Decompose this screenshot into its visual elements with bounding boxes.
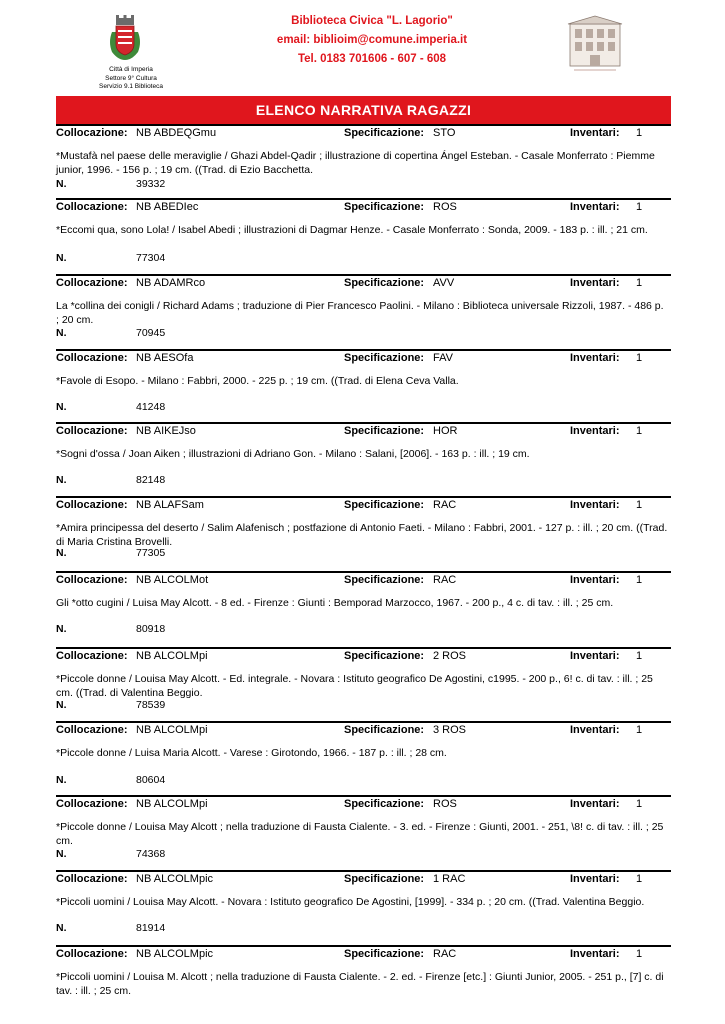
city-info (90, 66, 172, 92)
n-label: N. (56, 699, 67, 711)
specificazione-label: Specificazione: (344, 873, 425, 885)
record-header (56, 126, 671, 140)
specificazione-label: Specificazione: (344, 425, 425, 437)
inventari-label: Inventari: (570, 873, 620, 885)
specificazione-label: Specificazione: (344, 798, 425, 810)
n-value: 78539 (136, 699, 166, 711)
collocazione-value: NB ALCOLMpi (136, 650, 208, 662)
catalog-record (56, 795, 671, 871)
service-name: Servizio 9.1 Biblioteca (99, 83, 163, 91)
specificazione-value: HOR (433, 425, 458, 437)
collocazione-label: Collocazione: (56, 798, 128, 810)
specificazione-label: Specificazione: (344, 352, 425, 364)
collocazione-value: NB ALCOLMot (136, 574, 209, 586)
collocazione-label: Collocazione: (56, 499, 128, 511)
n-label: N. (56, 623, 67, 635)
collocazione-value: NB AIKEJso (136, 425, 196, 437)
record-description: *Piccole donne / Luisa Maria Alcott. - Varese : Girotondo, 1966. - 187 p. : ill. ; 28 cm. (56, 747, 447, 759)
page-header (0, 0, 725, 96)
inventari-value: 1 (636, 499, 643, 511)
collocazione-value: NB ALAFSam (136, 499, 204, 511)
sector-name: Settore 9° Cultura (105, 74, 157, 82)
n-value: 39332 (136, 178, 166, 190)
list-title-banner: ELENCO NARRATIVA RAGAZZI (56, 96, 671, 124)
n-label: N. (56, 401, 67, 413)
n-label: N. (56, 474, 67, 486)
specificazione-label: Specificazione: (344, 948, 425, 960)
n-value: 77304 (136, 252, 166, 264)
inventari-label: Inventari: (570, 574, 620, 586)
library-phone: Tel. 0183 701606 - 607 - 608 (297, 53, 447, 65)
record-header (56, 872, 671, 886)
inventari-value: 1 (636, 724, 643, 736)
specificazione-value: 3 ROS (433, 724, 467, 736)
specificazione-value: ROS (433, 201, 457, 213)
inventari-value: 1 (636, 352, 643, 364)
record-description: *Sogni d'ossa / Joan Aiken ; illustrazioni di Adriano Gon. - Milano : Salani, [2006]. - 163 p. : ill. ; 19 cm. (56, 448, 530, 460)
catalog-record (56, 422, 671, 498)
n-label: N. (56, 922, 67, 934)
inventari-value: 1 (636, 277, 643, 289)
library-name: Biblioteca Civica "L. Lagorio" (291, 15, 453, 27)
inventari-value: 1 (636, 650, 643, 662)
record-header (56, 276, 671, 290)
record-description: *Amira principessa del deserto / Salim Alafenisch ; postfazione di Antonio Faeti. - Milano : Fabbri, 2001. - 127 p. : ill. ; 20 cm. ((Trad. di Maria Cristina Brovelli. (56, 522, 668, 548)
inventari-label: Inventari: (570, 499, 620, 511)
catalog-record (56, 721, 671, 797)
collocazione-label: Collocazione: (56, 425, 128, 437)
n-value: 80918 (136, 623, 166, 635)
inventari-value: 1 (636, 873, 643, 885)
specificazione-label: Specificazione: (344, 499, 425, 511)
n-label: N. (56, 848, 67, 860)
record-description: *Piccoli uomini / Louisa May Alcott. - Novara : Istituto geografico De Agostini, [1999]. - 334 p. ; 20 cm. ((Trad. Valentina Beggio. (56, 896, 645, 908)
inventari-label: Inventari: (570, 201, 620, 213)
collocazione-value: NB ABEDIec (136, 201, 199, 213)
specificazione-value: RAC (433, 948, 457, 960)
inventari-label: Inventari: (570, 277, 620, 289)
inventari-value: 1 (636, 948, 643, 960)
collocazione-label: Collocazione: (56, 574, 128, 586)
collocazione-value: NB ALCOLMpi (136, 798, 208, 810)
collocazione-label: Collocazione: (56, 650, 128, 662)
collocazione-value: NB ALCOLMpic (136, 948, 214, 960)
n-value: 82148 (136, 474, 166, 486)
city-name: Città di Imperia (109, 66, 153, 73)
catalog-record (56, 198, 671, 274)
catalog-record (56, 496, 671, 572)
collocazione-label: Collocazione: (56, 724, 128, 736)
specificazione-label: Specificazione: (344, 724, 425, 736)
record-description: *Piccole donne / Louisa May Alcott. - Ed. integrale. - Novara : Istituto geografico De Agostini, c1995. - 200 p., 6! c. di tav. : ill. ; 25 cm. ((Trad. di Valentina Beggio. (56, 673, 653, 699)
collocazione-value: NB ADAMRco (136, 277, 206, 289)
n-label: N. (56, 547, 67, 559)
specificazione-value: FAV (433, 352, 453, 364)
n-value: 41248 (136, 401, 166, 413)
collocazione-label: Collocazione: (56, 948, 128, 960)
collocazione-value: NB ABDEQGmu (136, 127, 217, 139)
library-contact (262, 12, 482, 69)
inventari-value: 1 (636, 425, 643, 437)
catalog-record (56, 647, 671, 723)
inventari-label: Inventari: (570, 352, 620, 364)
specificazione-value: AVV (433, 277, 455, 289)
specificazione-value: STO (433, 127, 456, 139)
catalog-record (56, 870, 671, 946)
n-label: N. (56, 774, 67, 786)
n-value: 81914 (136, 922, 166, 934)
specificazione-label: Specificazione: (344, 277, 425, 289)
n-label: N. (56, 252, 67, 264)
inventari-label: Inventari: (570, 798, 620, 810)
specificazione-value: 2 ROS (433, 650, 467, 662)
record-description: Gli *otto cugini / Luisa May Alcott. - 8 ed. - Firenze : Giunti : Bemporad Marzocco, 1967. - 200 p., 4 c. di tav. : ill. ; 25 cm. (56, 597, 614, 609)
catalog-record (56, 571, 671, 647)
catalog-record (56, 274, 671, 350)
inventari-label: Inventari: (570, 650, 620, 662)
record-description: *Eccomi qua, sono Lola! / Isabel Abedi ; illustrazioni di Dagmar Henze. - Casale Monferrato : Sonda, 2009. - 183 p. : ill. ; 21 cm. (56, 224, 648, 236)
record-header (56, 797, 671, 811)
n-label: N. (56, 327, 67, 339)
collocazione-value: NB AESOfa (136, 352, 194, 364)
specificazione-value: RAC (433, 499, 457, 511)
n-label: N. (56, 178, 67, 190)
city-crest-logo (106, 12, 144, 62)
library-building-logo (566, 14, 624, 74)
record-description: La *collina dei conigli / Richard Adams ; traduzione di Pier Francesco Paolini. - Milano : Biblioteca universale Rizzoli, 1987. - 486 p. ; 20 cm. (56, 300, 664, 326)
specificazione-value: 1 RAC (433, 873, 466, 885)
record-header (56, 424, 671, 438)
catalog-record (56, 349, 671, 425)
specificazione-value: ROS (433, 798, 457, 810)
inventari-value: 1 (636, 201, 643, 213)
record-header (56, 649, 671, 663)
inventari-label: Inventari: (570, 127, 620, 139)
n-value: 70945 (136, 327, 166, 339)
record-header (56, 947, 671, 961)
specificazione-label: Specificazione: (344, 650, 425, 662)
record-description: *Mustafà nel paese delle meraviglie / Ghazi Abdel-Qadir ; illustrazione di copertina Ángel Esteban. - Casale Monferrato : Piemme junior, 1996. - 156 p. ; 19 cm. ((Trad. di Ezio Bacchetta. (56, 150, 655, 176)
record-header (56, 723, 671, 737)
n-value: 80604 (136, 774, 166, 786)
collocazione-value: NB ALCOLMpic (136, 873, 214, 885)
catalog-record (56, 124, 671, 200)
record-header (56, 200, 671, 214)
collocazione-label: Collocazione: (56, 873, 128, 885)
collocazione-label: Collocazione: (56, 127, 128, 139)
record-header (56, 498, 671, 512)
collocazione-label: Collocazione: (56, 277, 128, 289)
collocazione-label: Collocazione: (56, 201, 128, 213)
inventari-value: 1 (636, 127, 643, 139)
collocazione-label: Collocazione: (56, 352, 128, 364)
n-value: 74368 (136, 848, 166, 860)
record-description: *Piccoli uomini / Louisa M. Alcott ; nella traduzione di Fausta Cialente. - 2. ed. - Firenze [etc.] : Giunti Junior, 2005. - 251 p., [7] c. di tav. : ill. ; 25 cm. (56, 971, 664, 997)
specificazione-value: RAC (433, 574, 457, 586)
specificazione-label: Specificazione: (344, 574, 425, 586)
inventari-label: Inventari: (570, 724, 620, 736)
inventari-value: 1 (636, 574, 643, 586)
n-value: 77305 (136, 547, 166, 559)
record-description: *Favole di Esopo. - Milano : Fabbri, 2000. - 225 p. ; 19 cm. ((Trad. di Elena Ceva Valla. (56, 375, 459, 387)
catalog-record (56, 945, 671, 1021)
library-email: email: biblioim@comune.imperia.it (276, 34, 468, 46)
record-header (56, 573, 671, 587)
inventari-value: 1 (636, 798, 643, 810)
collocazione-value: NB ALCOLMpi (136, 724, 208, 736)
inventari-label: Inventari: (570, 425, 620, 437)
specificazione-label: Specificazione: (344, 127, 425, 139)
record-description: *Piccole donne / Louisa May Alcott ; nella traduzione di Fausta Cialente. - 3. ed. - Firenze : Giunti, 2001. - 251, \8! c. di tav. : ill. ; 25 cm. (56, 821, 664, 847)
specificazione-label: Specificazione: (344, 201, 425, 213)
record-header (56, 351, 671, 365)
inventari-label: Inventari: (570, 948, 620, 960)
